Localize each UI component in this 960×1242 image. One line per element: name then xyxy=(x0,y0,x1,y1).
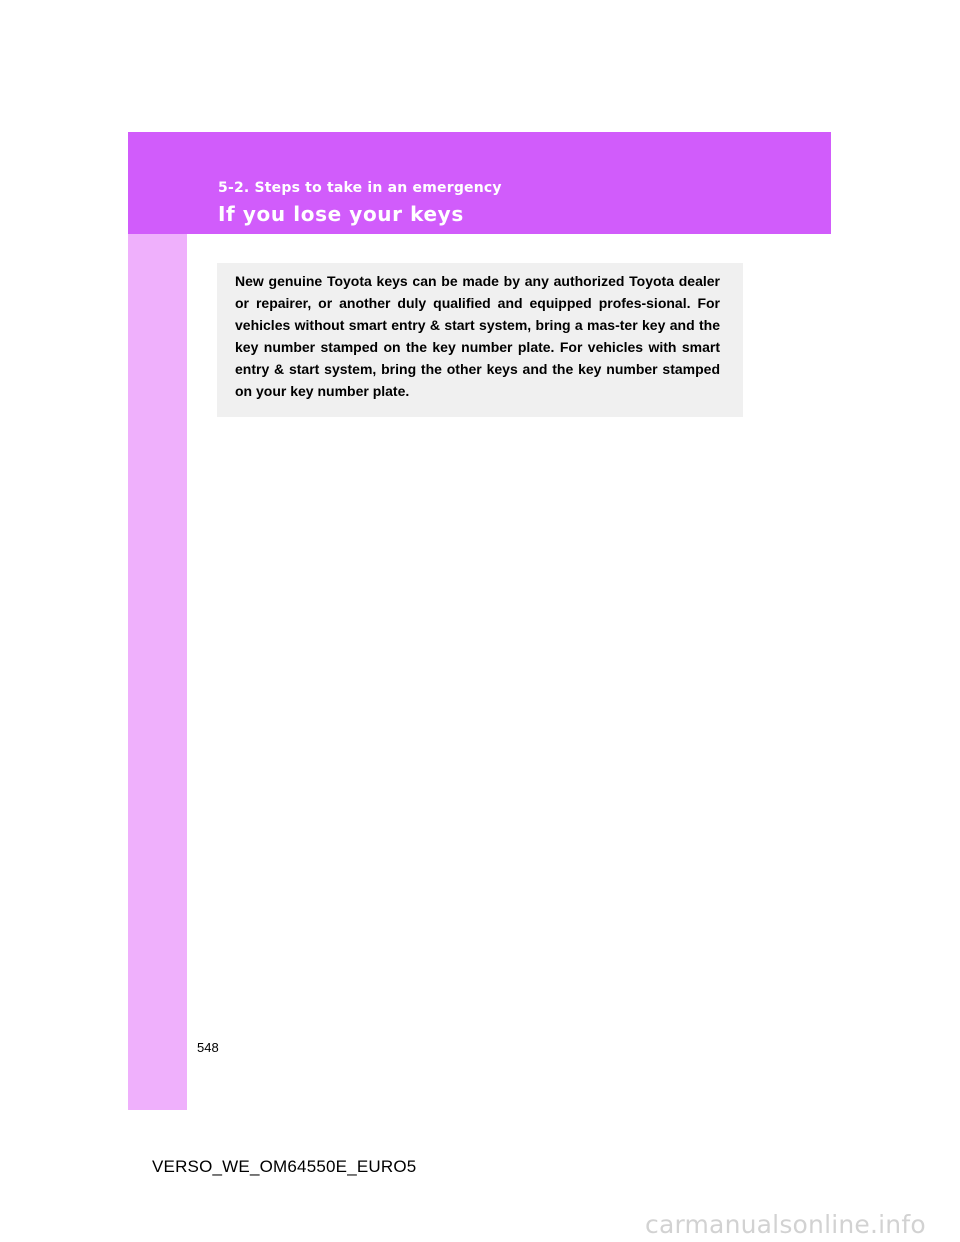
page-header xyxy=(128,132,831,234)
document-code: VERSO_WE_OM64550E_EURO5 xyxy=(152,1157,417,1176)
watermark: carmanualsonline.info xyxy=(645,1210,926,1239)
info-text: New genuine Toyota keys can be made by any authorized Toyota dealer or repairer, or another duly qualified and equipped profes-sional. For vehicles without smart entry & start system, bring a mas-ter key and the key number stamped on the key number plate. For vehicles with smart entry & start system, bring the other keys and the key number stamped on your key number plate. xyxy=(235,273,720,399)
side-band xyxy=(128,234,187,1110)
section-label: 5-2. Steps to take in an emergency xyxy=(218,180,502,196)
page-title: If you lose your keys xyxy=(218,202,464,226)
page-number: 548 xyxy=(197,1040,219,1055)
info-box xyxy=(217,263,743,417)
